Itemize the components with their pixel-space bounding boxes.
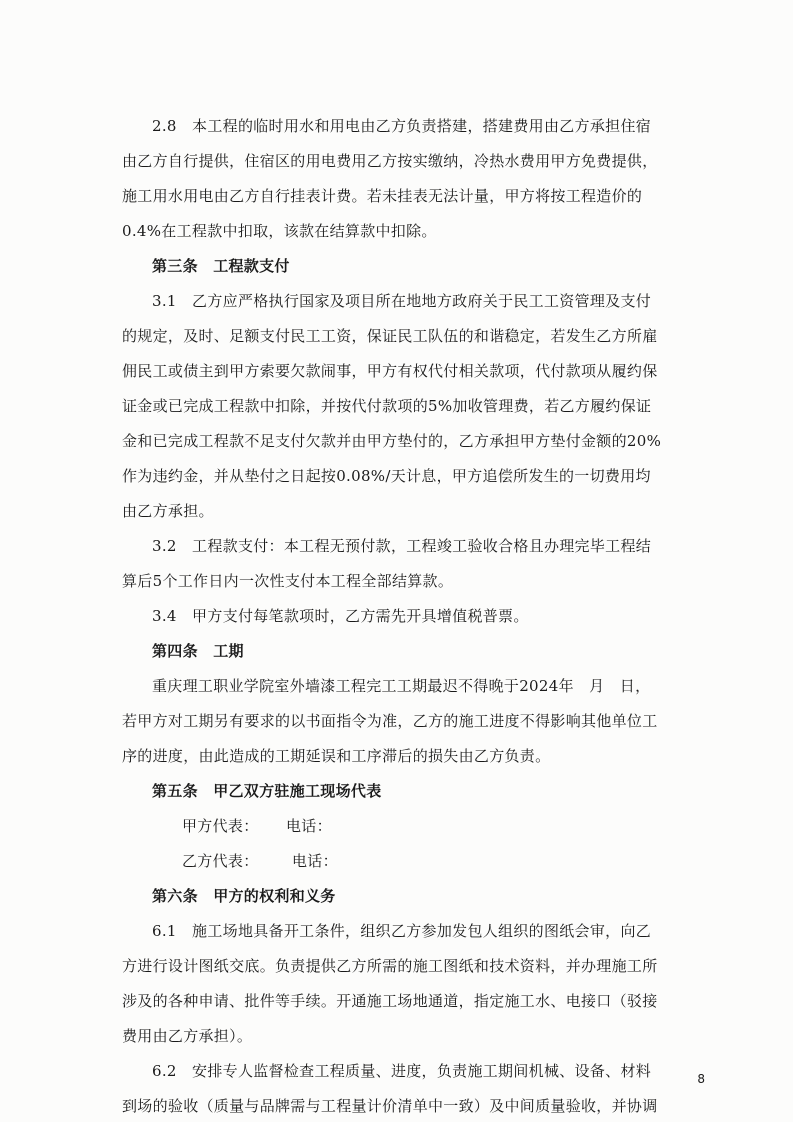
paragraph-3-2-line-2: 算后5个工作日内一次性支付本工程全部结算款。 [122, 572, 454, 590]
paragraph-3-1-line-4: 证金或已完成工程款中扣除，并按代付款项的5%加收管理费，若乙方履约保证 [122, 397, 652, 415]
paragraph-3-1-line-7: 由乙方承担。 [122, 502, 214, 520]
party-a-representative-line [122, 809, 682, 844]
paragraph-6-1-line-1: 6.1 施工场地具备开工条件，组织乙方参加发包人组织的图纸会审，向乙 [152, 922, 652, 940]
paragraph-3-1-line-5: 金和已完成工程款不足支付欠款并由甲方垫付的，乙方承担甲方垫付金额的20% [122, 432, 662, 450]
paragraph-6-1-line-2: 方进行设计图纸交底。负责提供乙方所需的施工图纸和技术资料，并办理施工所 [122, 957, 658, 975]
paragraph-3-1-line-2: 的规定，及时、足额支付民工工资，保证民工队伍的和谐稳定，若发生乙方所雇 [122, 327, 658, 345]
paragraph-6-1-line-4: 费用由乙方承担）。 [122, 1027, 253, 1045]
party-b-phone-label: 电话： [292, 852, 338, 870]
party-b-representative-label: 乙方代表： [182, 852, 259, 870]
document-body [122, 109, 682, 1124]
page-number: 8 [697, 1072, 705, 1086]
paragraph-3-1-line-1: 3.1 乙方应严格执行国家及项目所在地地方政府关于民工工资管理及支付 [152, 292, 652, 310]
paragraph-2-8-line-4: 0.4%在工程款中扣取，该款在结算款中扣除。 [122, 222, 437, 240]
paragraph-6-2-line-1: 6.2 安排专人监督检查工程质量、进度，负责施工期间机械、设备、材料 [152, 1062, 652, 1080]
section-heading-article-5: 第五条 甲乙双方驻施工现场代表 [152, 782, 382, 800]
paragraph-schedule-line-1: 重庆理工职业学院室外墙漆工程完工工期最迟不得晚于2024年 月 日， [152, 677, 651, 695]
paragraph-schedule-line-3: 序的进度，由此造成的工期延误和工序滞后的损失由乙方负责。 [122, 747, 551, 765]
paragraph-3-4: 3.4 甲方支付每笔款项时，乙方需先开具增值税普票。 [152, 607, 529, 625]
paragraph-3-1-line-6: 作为违约金，并从垫付之日起按0.08%/天计息，甲方追偿所发生的一切费用均 [122, 467, 651, 485]
paragraph-2-8-line-2: 由乙方自行提供，住宿区的用电费用乙方按实缴纳，冷热水费用甲方免费提供， [122, 152, 658, 170]
section-heading-article-3: 第三条 工程款支付 [152, 257, 290, 275]
paragraph-6-1-line-3: 涉及的各种申请、批件等手续。开通施工场地通道，指定施工水、电接口（驳接 [122, 992, 658, 1010]
section-heading-article-6: 第六条 甲方的权利和义务 [152, 887, 336, 905]
paragraph-2-8-line-3: 施工用水用电由乙方自行挂表计费。若未挂表无法计量，甲方将按工程造价的 [122, 187, 643, 205]
paragraph-3-1-line-3: 佣民工或债主到甲方索要欠款闹事，甲方有权代付相关款项，代付款项从履约保 [122, 362, 658, 380]
party-a-phone-label: 电话： [286, 817, 332, 835]
party-b-representative-line [122, 844, 682, 879]
paragraph-3-2-line-1: 3.2 工程款支付：本工程无预付款，工程竣工验收合格且办理完毕工程结 [152, 537, 652, 555]
section-heading-article-4: 第四条 工期 [152, 642, 244, 660]
paragraph-schedule-line-2: 若甲方对工期另有要求的以书面指令为准，乙方的施工进度不得影响其他单位工 [122, 712, 658, 730]
paragraph-2-8-line-1: 2.8 本工程的临时用水和用电由乙方负责搭建，搭建费用由乙方承担住宿 [152, 117, 652, 135]
paragraph-6-2-line-2: 到场的验收（质量与品牌需与工程量计价清单中一致）及中间质量验收，并协调 [122, 1097, 658, 1115]
party-a-representative-label: 甲方代表： [182, 817, 259, 835]
